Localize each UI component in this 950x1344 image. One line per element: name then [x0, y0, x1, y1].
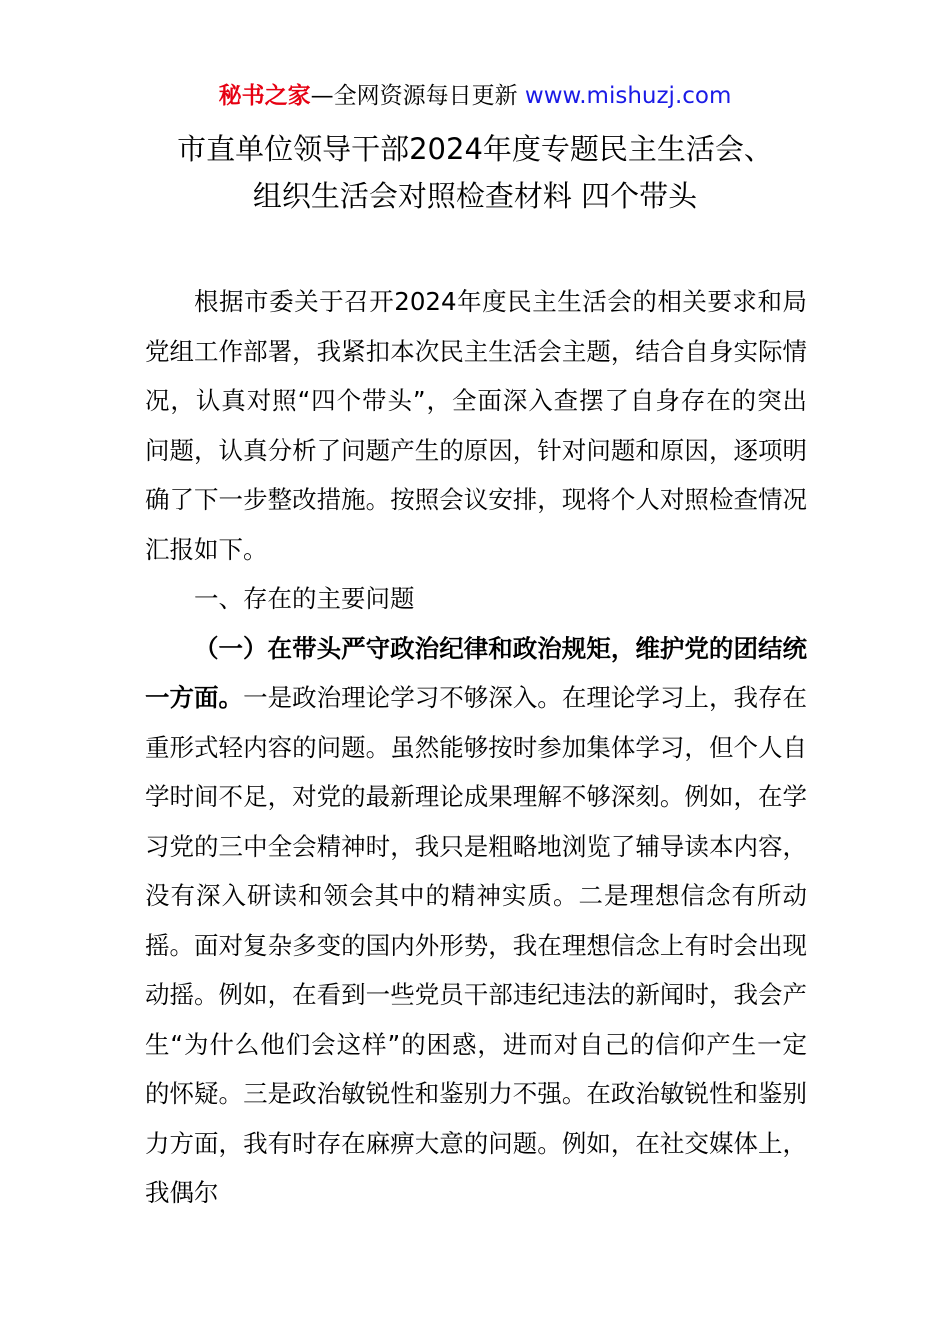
title-line-2: 组织生活会对照检查材料 四个带头: [252, 179, 698, 213]
site-header: [0, 80, 950, 112]
brand-name: 秘书之家: [218, 83, 311, 109]
site-url-link[interactable]: www.mishuzj.com: [524, 83, 732, 109]
subsection-heading: （一）在带头严守政治纪律和政治规矩，维护党的团结统一方面。: [145, 633, 807, 712]
document-title: [0, 126, 950, 220]
section-heading: 一、存在的主要问题: [194, 584, 415, 613]
document-body: [145, 277, 807, 1218]
subsection-text: 一是政治理论学习不够深入。在理论学习上，我存在重形式轻内容的问题。虽然能够按时参加集体学习，但个人自学时间不足，对党的最新理论成果理解不够深刻。例如，在学习党的三中全会精神时，我只是粗略地浏览了辅导读本内容，没有深入研读和领会其中的精神实质。二是理想信念有所动摇。面对复杂多变的国内外形势，我在理想信念上有时会出现动摇。例如，在看到一些党员干部违纪违法的新闻时，我会产生“为什么他们会这样”的困惑，进而对自己的信仰产生一定的怀疑。三是政治敏锐性和鉴别力不强。在政治敏锐性和鉴别力方面，我有时存在麻痹大意的问题。例如，在社交媒体上，我偶尔: [145, 683, 807, 1207]
intro-paragraph: 根据市委关于召开2024年度民主生活会的相关要求和局党组工作部署，我紧扣本次民主生活会主题，结合自身实际情况，认真对照“四个带头”，全面深入查摆了自身存在的突出问题，认真分析了问题产生的原因，针对问题和原因，逐项明确了下一步整改措施。按照会议安排，现将个人对照检查情况汇报如下。: [145, 287, 807, 564]
header-tagline: —全网资源每日更新: [310, 83, 525, 109]
title-line-1: 市直单位领导干部2024年度专题民主生活会、: [177, 132, 773, 166]
subsection-paragraph: [145, 624, 807, 1218]
